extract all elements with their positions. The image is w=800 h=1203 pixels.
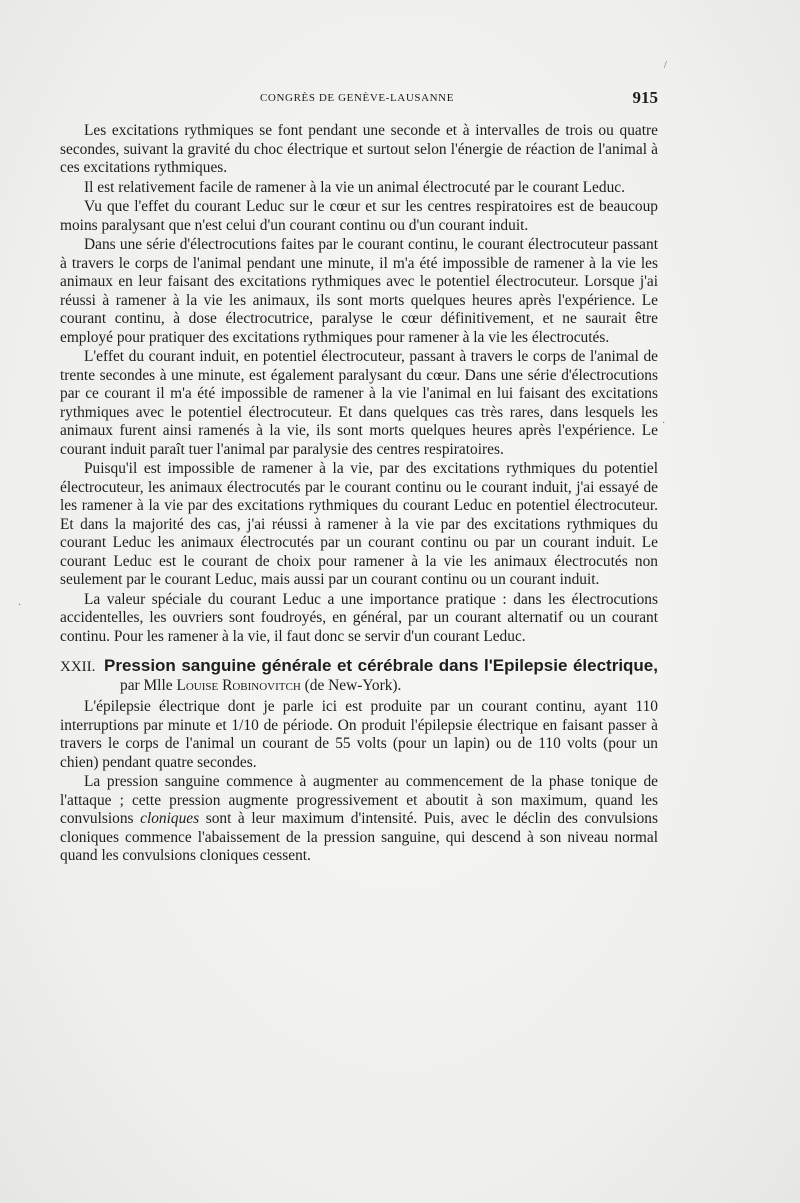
scan-mark: / bbox=[664, 60, 667, 71]
section-heading bbox=[60, 657, 658, 695]
page-header bbox=[60, 88, 658, 112]
paragraph: La valeur spéciale du courant Leduc a une importance pratique : dans les électrocutions accidentelles, les ouvriers sont foudroyés, en général, par un courant alternatif ou un courant continu. Pour les ramener à la vie, il faut donc se servir d'un courant Leduc. bbox=[60, 590, 658, 645]
italic-term: cloniques bbox=[140, 810, 200, 827]
author-prefix: par Mlle bbox=[120, 676, 173, 694]
paragraph-final bbox=[60, 773, 658, 866]
section-title: Pression sanguine générale et cérébrale dans l'Epilepsie électrique, bbox=[104, 656, 658, 675]
running-title: CONGRÈS DE GENÈVE-LAUSANNE bbox=[260, 92, 455, 104]
section-number: XXII. bbox=[60, 659, 96, 675]
paragraph: Les excitations rythmiques se font pendant une seconde et à intervalles de trois ou quatre secondes, suivant la gravité du choc électrique et surtout selon l'énergie de réaction de l'animal à ces excitations rythmiques. bbox=[60, 122, 658, 176]
paragraph-text: La pression sanguine commence à augmenter au commencement de la phase tonique de l'attaque ; cette pression augmente progressivement et aboutit à son maximum, quand les convulsions bbox=[60, 773, 658, 827]
paragraph-text: sont à leur maximum d'intensité. Puis, avec le déclin des convulsions cloniques commence l'abaissement de la pression sanguine, qui descend à son niveau normal quand les convulsions cloniques cessent. bbox=[60, 810, 658, 864]
author-name: Louise Robinovitch bbox=[176, 676, 301, 694]
scan-mark: · bbox=[662, 418, 666, 429]
paragraph: Vu que l'effet du courant Leduc sur le cœur et sur les centres respiratoires est de beaucoup moins paralysant que n'est celui d'un courant continu ou d'un courant induit. bbox=[60, 198, 658, 234]
section-author bbox=[120, 677, 401, 694]
body-text bbox=[60, 122, 658, 867]
author-affiliation: (de New-York). bbox=[304, 676, 402, 694]
paragraph: Dans une série d'électrocutions faites par le courant continu, le courant électrocuteur passant à travers le corps de l'animal pendant une minute, il m'a été impossible de ramener à la vie les animaux en leur faisant des excitations rythmiques avec le potentiel électrocuteur. Lorsque j'ai réussi à ramener à la vie les animaux, ils sont morts quelques heures après l'expérience. Le courant continu, à dose électrocutrice, paralyse le cœur définitivement, et ne saurait être employé pour pratiquer des excitations rythmiques pour ramener à la vie les électrocutés. bbox=[60, 236, 658, 346]
scan-mark: · bbox=[18, 600, 22, 611]
page-number: 915 bbox=[632, 88, 658, 107]
paragraph: L'effet du courant induit, en potentiel électrocuteur, passant à travers le corps de l'animal de trente secondes à une minute, est également paralysant du cœur. Dans une série d'électrocutions par ce courant il m'a été impossible de ramener à la vie l'animal en lui faisant des excitations rythmiques avec le potentiel électrocuteur. Et dans quelques cas très rares, dans lesquels les animaux furent ainsi ramenés à la vie, ils sont morts quelques heures après l'expérience. Le courant induit paraît tuer l'animal par paralysie des centres respiratoires. bbox=[60, 348, 658, 458]
paragraph: L'épilepsie électrique dont je parle ici est produite par un courant continu, ayant 110 interruptions par minute et 1/10 de période. On produit l'épilepsie électrique en faisant passer à travers le corps de l'animal un courant de 55 volts (pour un lapin) ou de 110 volts (pour un chien) pendant quatre secondes. bbox=[60, 698, 658, 771]
paragraph: Il est relativement facile de ramener à la vie un animal électrocuté par le courant Leduc. bbox=[84, 178, 625, 196]
paragraph: Puisqu'il est impossible de ramener à la vie, par des excitations rythmiques du potentiel électrocuteur, les animaux électrocutés par le courant continu ou le courant induit, j'ai essayé de les ramener à la vie par des excitations rythmiques du courant Leduc en potentiel électrocuteur. Et dans la majorité des cas, j'ai réussi à ramener à la vie par des excitations rythmiques du courant Leduc les animaux électrocutés par un courant continu ou par un courant induit. Le courant Leduc est le courant de choix pour ramener à la vie les animaux électrocutés non seulement par le courant Leduc, mais aussi par un courant continu ou un courant induit. bbox=[60, 460, 658, 588]
